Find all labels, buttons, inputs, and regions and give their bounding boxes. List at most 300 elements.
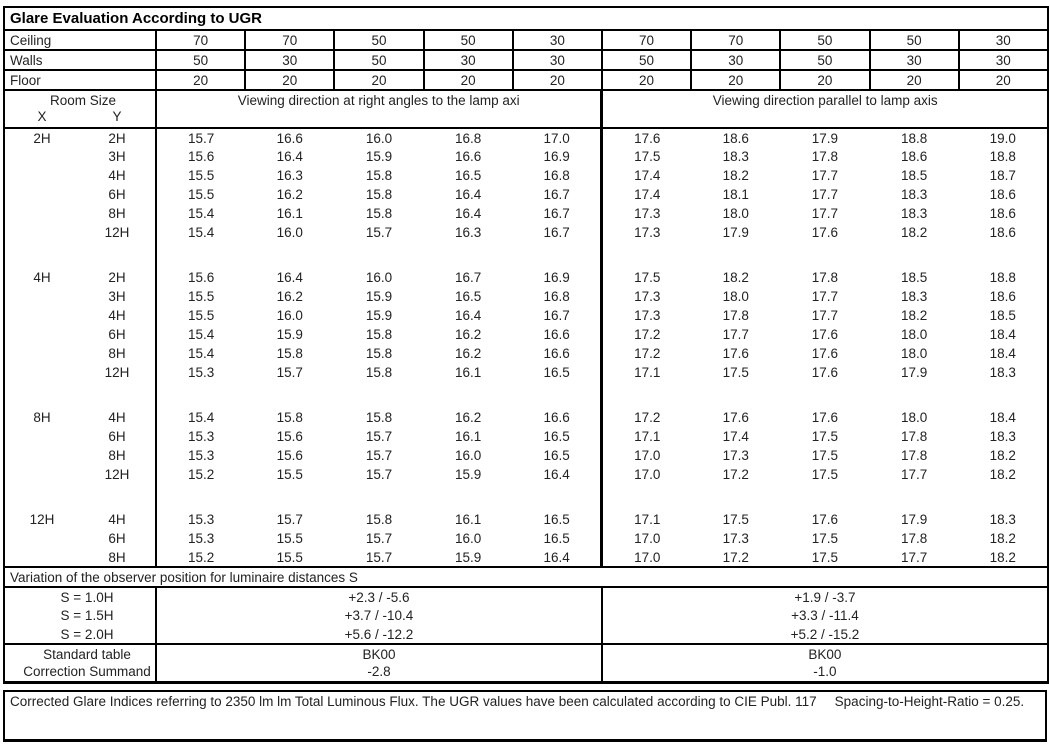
ugr-value: 17.5 [811,549,839,565]
ugr-value: 16.7 [513,204,602,223]
ugr-value: 16.4 [455,308,482,323]
ugr-value: 17.8 [811,270,839,285]
ugr-value: 15.5 [187,289,215,304]
ugr-value: 18.3 [989,365,1016,380]
surface-reflectance-value: 20 [245,70,334,90]
ugr-value: 15.5 [187,168,215,183]
room-size-x [4,185,79,204]
ugr-value: 15.9 [365,149,393,164]
ugr-value: 17.4 [722,429,749,444]
ugr-value: 16.7 [513,223,602,242]
ugr-value: 15.8 [365,168,393,183]
ugr-value: 18.0 [900,410,928,425]
ugr-value: 17.6 [634,130,661,146]
ugr-value: 16.3 [276,168,303,183]
ugr-value: 18.5 [900,168,928,183]
room-size-y: 3H [79,287,156,306]
ugr-value: 16.4 [455,187,482,202]
ugr-value: 17.3 [722,531,749,546]
ugr-data-row [4,185,1048,204]
ugr-value: 17.7 [811,308,839,323]
ugr-value: 17.2 [634,327,661,342]
ugr-value: 18.8 [989,149,1016,164]
surface-reflectance-value: 30 [959,30,1048,50]
surface-reflectance-value: 20 [156,70,245,90]
room-size-y: 4H [79,166,156,185]
ugr-value: 16.4 [455,206,482,221]
room-size-x [4,325,79,344]
room-size-y: 6H [79,427,156,446]
ugr-value: 15.7 [365,448,393,463]
variation-right-angles-value: +2.3 / -5.6 [156,587,602,606]
surface-reflectance-value: 20 [424,70,513,90]
ugr-value: 15.8 [365,512,393,527]
surface-reflectance-value: 30 [245,50,334,70]
ugr-value: 15.4 [187,346,215,361]
ugr-value: 17.7 [811,289,839,304]
room-size-x [4,223,79,242]
ugr-value: 16.6 [513,344,602,363]
ugr-value: 17.8 [900,448,928,463]
ugr-value: 15.8 [365,346,393,361]
ugr-value: 17.0 [634,467,661,482]
room-size-x [4,166,79,185]
ugr-value: 18.0 [722,206,749,221]
ugr-value: 16.0 [276,225,303,240]
ugr-data-row [4,147,1048,166]
ugr-value: 17.5 [811,448,839,463]
ugr-value: 17.0 [634,531,661,546]
ugr-value: 15.3 [187,448,215,463]
ugr-value: 15.8 [365,410,393,425]
variation-parallel-value: +5.2 / -15.2 [790,626,860,642]
spacer-cell [602,484,1048,510]
room-size-y: 8H [79,548,156,567]
footer-note-box [3,690,1047,742]
spacer-cell [602,242,1048,268]
ugr-value: 17.9 [900,365,928,380]
ugr-value: 18.5 [900,270,928,285]
surface-reflectance-value: 50 [156,50,245,70]
summary-row-label: Standard table [4,644,156,663]
ugr-value: 18.2 [989,531,1016,546]
variation-title: Variation of the observer position for luminaire distances S [4,567,1048,587]
surface-reflectance-value: 70 [245,30,334,50]
surface-reflectance-value: 20 [780,70,869,90]
ugr-value: 15.9 [455,549,482,565]
ugr-data-row [4,223,1048,242]
ugr-value: 17.7 [722,327,749,342]
ugr-value: 16.6 [276,130,303,146]
room-size-y: 4H [79,306,156,325]
ugr-value: 15.4 [187,206,215,221]
surface-reflectance-value: 30 [691,50,780,70]
ugr-value: 18.2 [989,448,1016,463]
spacer-cell [156,242,602,268]
room-size-x: 8H [33,410,51,425]
ugr-value: 16.5 [513,363,602,382]
ugr-value: 15.5 [187,187,215,202]
ugr-value: 15.7 [365,549,393,565]
ugr-value: 17.6 [722,410,749,425]
spacer-cell [156,382,602,408]
room-size-label: Room Size [49,93,117,108]
ugr-value: 17.6 [811,410,839,425]
ugr-value: 18.2 [722,270,749,285]
surface-row-label: Ceiling [4,30,156,50]
summary-right-angles-value: BK00 [156,644,602,663]
ugr-value: 15.9 [365,289,393,304]
ugr-value: 16.0 [455,448,482,463]
ugr-value: 17.1 [634,365,661,380]
luminaire-distance-label: S = 2.0H [4,625,156,644]
ugr-value: 15.5 [276,549,303,565]
ugr-value: 15.6 [187,149,215,164]
ugr-value: 15.9 [455,467,482,482]
group-header-right-angles: Viewing direction at right angles to the lamp axi [156,90,602,128]
summary-parallel-value: BK00 [602,644,1048,663]
room-size-x [4,465,79,484]
ugr-value: 18.3 [900,187,928,202]
room-size-x [4,548,79,567]
ugr-value: 16.7 [513,185,602,204]
ugr-value: 18.0 [900,346,928,361]
ugr-value: 16.3 [455,225,482,240]
ugr-value: 15.8 [276,410,303,425]
block-spacer-row [4,242,1048,268]
surface-reflectance-value: 50 [334,50,423,70]
ugr-value: 18.6 [722,130,749,146]
variation-right-angles-value: +3.7 / -10.4 [156,606,602,625]
surface-row-label: Floor [4,70,156,90]
spacer-cell [602,382,1048,408]
surface-reflectance-value: 50 [870,30,959,50]
ugr-value: 17.5 [722,512,749,527]
surface-reflectance-value: 20 [513,70,602,90]
ugr-data-row [4,128,1048,147]
surface-reflectance-value: 50 [334,30,423,50]
ugr-value: 18.8 [989,270,1016,285]
ugr-value: 17.9 [722,225,749,240]
ugr-value: 15.7 [276,365,303,380]
ugr-value: 15.8 [365,365,393,380]
ugr-value: 17.7 [900,467,928,482]
summary-row [4,644,1048,663]
ugr-value: 16.2 [276,289,303,304]
variation-title-row [4,567,1048,587]
ugr-value: 15.5 [187,308,215,323]
block-spacer-row [4,382,1048,408]
room-size-header [4,90,156,128]
surface-row [4,70,1048,90]
ugr-value: 16.5 [455,168,482,183]
ugr-value: 16.4 [276,149,303,164]
ugr-data-row [4,306,1048,325]
ugr-value: 17.3 [634,225,661,240]
ugr-value: 17.9 [900,512,928,527]
ugr-value: 15.8 [276,346,303,361]
ugr-value: 17.6 [722,346,749,361]
room-size-x: 2H [33,130,51,146]
surface-reflectance-value: 30 [959,50,1048,70]
room-size-y: 8H [79,204,156,223]
ugr-value: 15.6 [276,448,303,463]
ugr-data-row [4,548,1048,567]
room-size-y: 2H [79,128,156,147]
ugr-value: 15.5 [276,467,303,482]
ugr-value: 16.0 [365,130,393,146]
ugr-data-row [4,465,1048,484]
ugr-value: 15.7 [365,225,393,240]
surface-row [4,50,1048,70]
ugr-value: 15.3 [187,429,215,444]
room-size-x [4,344,79,363]
ugr-value: 17.5 [811,531,839,546]
ugr-value: 16.5 [513,427,602,446]
room-size-x [4,446,79,465]
ugr-value: 15.6 [187,270,215,285]
ugr-value: 16.2 [455,410,482,425]
ugr-value: 15.4 [187,327,215,342]
ugr-value: 18.6 [989,225,1016,240]
ugr-data-row [4,408,1048,427]
ugr-value: 17.6 [811,365,839,380]
ugr-value: 16.2 [455,327,482,342]
spacing-height-ratio: Spacing-to-Height-Ratio = 0.25. [834,694,1025,709]
ugr-value: 17.8 [811,149,839,164]
ugr-value: 17.3 [634,206,661,221]
ugr-data-row [4,268,1048,287]
room-size-y: 8H [79,446,156,465]
ugr-value: 15.7 [365,467,393,482]
ugr-value: 18.5 [989,308,1016,323]
x-column-label: X [37,109,47,124]
ugr-value: 18.2 [900,225,928,240]
ugr-value: 17.5 [811,429,839,444]
ugr-value: 18.2 [989,549,1016,565]
ugr-value: 15.2 [187,549,215,565]
ugr-data-row [4,166,1048,185]
ugr-value: 17.3 [634,289,661,304]
ugr-value: 15.2 [187,467,215,482]
surface-reflectance-value: 20 [870,70,959,90]
ugr-value: 16.8 [513,287,602,306]
ugr-value: 18.3 [989,429,1016,444]
ugr-value: 15.7 [187,130,215,146]
ugr-data-row [4,363,1048,382]
ugr-value: 16.0 [365,270,393,285]
ugr-value: 16.5 [513,446,602,465]
ugr-value: 15.7 [276,512,303,527]
variation-row [4,587,1048,606]
ugr-value: 15.3 [187,512,215,527]
room-size-x [4,427,79,446]
ugr-value: 17.2 [722,549,749,565]
surface-reflectance-value: 20 [959,70,1048,90]
variation-parallel-value: +1.9 / -3.7 [794,589,856,605]
ugr-value: 16.9 [513,268,602,287]
spacer-cell [4,382,156,408]
room-size-x [4,363,79,382]
title-section [4,7,1048,30]
ugr-value: 17.9 [811,130,839,146]
ugr-value: 16.6 [455,149,482,164]
variation-row [4,625,1048,644]
surface-row [4,30,1048,50]
ugr-data-row [4,287,1048,306]
ugr-value: 17.7 [900,549,928,565]
room-size-y: 12H [79,465,156,484]
ugr-value: 17.5 [722,365,749,380]
ugr-value: 17.0 [634,549,661,565]
surface-reflectance-value: 30 [513,30,602,50]
column-header-section [4,90,1048,128]
ugr-value: 16.4 [276,270,303,285]
ugr-value: 18.1 [722,187,749,202]
ugr-value: 18.4 [989,410,1016,425]
variation-row [4,606,1048,625]
room-size-x [4,204,79,223]
ugr-value: 17.7 [811,187,839,202]
variation-title-section [4,567,1048,587]
ugr-value: 15.5 [276,531,303,546]
block-spacer-row [4,484,1048,510]
summary-right-angles-value: -2.8 [156,663,602,682]
group-header-row [4,90,1048,128]
room-size-y: 2H [79,268,156,287]
room-size-x [4,306,79,325]
surface-reflectance-value: 20 [602,70,691,90]
ugr-value: 15.4 [187,225,215,240]
surface-reflectance-value: 30 [513,50,602,70]
ugr-value: 16.6 [513,408,602,427]
ugr-value: 16.1 [455,365,482,380]
room-size-y: 12H [79,223,156,242]
ugr-value: 17.1 [634,429,661,444]
ugr-value: 17.7 [811,168,839,183]
title-row [4,7,1048,30]
ugr-value: 17.8 [900,429,928,444]
ugr-data-row [4,344,1048,363]
group-header-parallel: Viewing direction parallel to lamp axis [602,90,1048,128]
ugr-value: 18.0 [900,327,928,342]
ugr-value: 16.5 [513,529,602,548]
ugr-value: 17.5 [811,467,839,482]
ugr-value: 16.5 [513,510,602,529]
ugr-value: 17.3 [722,448,749,463]
surface-reflectance-value: 50 [780,50,869,70]
room-size-y: 6H [79,185,156,204]
ugr-value: 18.6 [900,149,928,164]
y-column-label: Y [112,109,122,124]
ugr-data-row [4,427,1048,446]
ugr-value: 16.5 [455,289,482,304]
ugr-value: 18.3 [989,512,1016,527]
ugr-value: 17.4 [634,168,661,183]
ugr-value: 18.3 [900,289,928,304]
surface-reflectance-value: 50 [424,30,513,50]
surface-reflectance-value: 30 [424,50,513,70]
ugr-value: 15.3 [187,365,215,380]
room-size-y: 4H [79,408,156,427]
ugr-value: 16.8 [455,130,482,146]
ugr-value: 16.0 [455,531,482,546]
ugr-data-row [4,529,1048,548]
surface-reflectance-value: 30 [870,50,959,70]
ugr-value: 18.6 [989,289,1016,304]
ugr-value: 16.0 [276,308,303,323]
ugr-value: 16.7 [455,270,482,285]
room-size-y: 4H [79,510,156,529]
ugr-value: 16.9 [513,147,602,166]
ugr-value: 17.6 [811,346,839,361]
room-size-x [4,287,79,306]
ugr-value: 16.1 [276,206,303,221]
room-size-x: 12H [29,512,55,527]
summary-parallel-value: -1.0 [813,664,837,680]
ugr-value: 17.4 [634,187,661,202]
surface-reflectance-value: 50 [602,50,691,70]
ugr-value: 18.8 [900,130,928,146]
ugr-value: 17.3 [634,308,661,323]
ugr-value: 15.9 [276,327,303,342]
page-title: Glare Evaluation According to UGR [4,7,1048,30]
surface-reflectance-value: 50 [780,30,869,50]
footer-note-text: Corrected Glare Indices referring to 2350 lm lm Total Luminous Flux. The UGR values have been calculated according to CIE Publ. 117 [10,694,817,709]
ugr-value: 16.6 [513,325,602,344]
luminaire-distance-label: S = 1.0H [4,587,156,606]
ugr-value: 18.6 [989,206,1016,221]
ugr-table [3,6,1049,684]
ugr-value: 15.8 [365,206,393,221]
room-size-x [4,529,79,548]
room-size-y: 3H [79,147,156,166]
ugr-data-row [4,204,1048,223]
variation-values-section [4,587,1048,644]
ugr-value: 16.2 [455,346,482,361]
ugr-value: 18.3 [722,149,749,164]
ugr-value: 15.8 [365,187,393,202]
ugr-value: 17.2 [634,346,661,361]
ugr-value: 15.3 [187,531,215,546]
summary-row [4,663,1048,682]
room-size-y: 8H [79,344,156,363]
ugr-table-wrapper [3,6,1047,684]
ugr-value: 16.7 [513,306,602,325]
surface-reflectance-value: 70 [156,30,245,50]
ugr-value: 15.7 [365,531,393,546]
ugr-value: 17.5 [634,149,661,164]
ugr-value: 17.0 [634,448,661,463]
room-size-y: 6H [79,325,156,344]
ugr-data-row [4,510,1048,529]
ugr-value: 18.4 [989,327,1016,342]
ugr-value: 19.0 [989,130,1016,146]
spacer-cell [4,242,156,268]
spacer-cell [4,484,156,510]
surface-reflectance-value: 70 [691,30,780,50]
ugr-values-section [4,128,1048,567]
ugr-value: 17.6 [811,327,839,342]
ugr-value: 18.4 [989,346,1016,361]
ugr-value: 17.8 [722,308,749,323]
ugr-value: 18.3 [900,206,928,221]
ugr-value: 17.7 [811,206,839,221]
room-size-y: 12H [79,363,156,382]
ugr-value: 17.1 [634,512,661,527]
room-size-x [4,147,79,166]
ugr-value: 18.7 [989,168,1016,183]
